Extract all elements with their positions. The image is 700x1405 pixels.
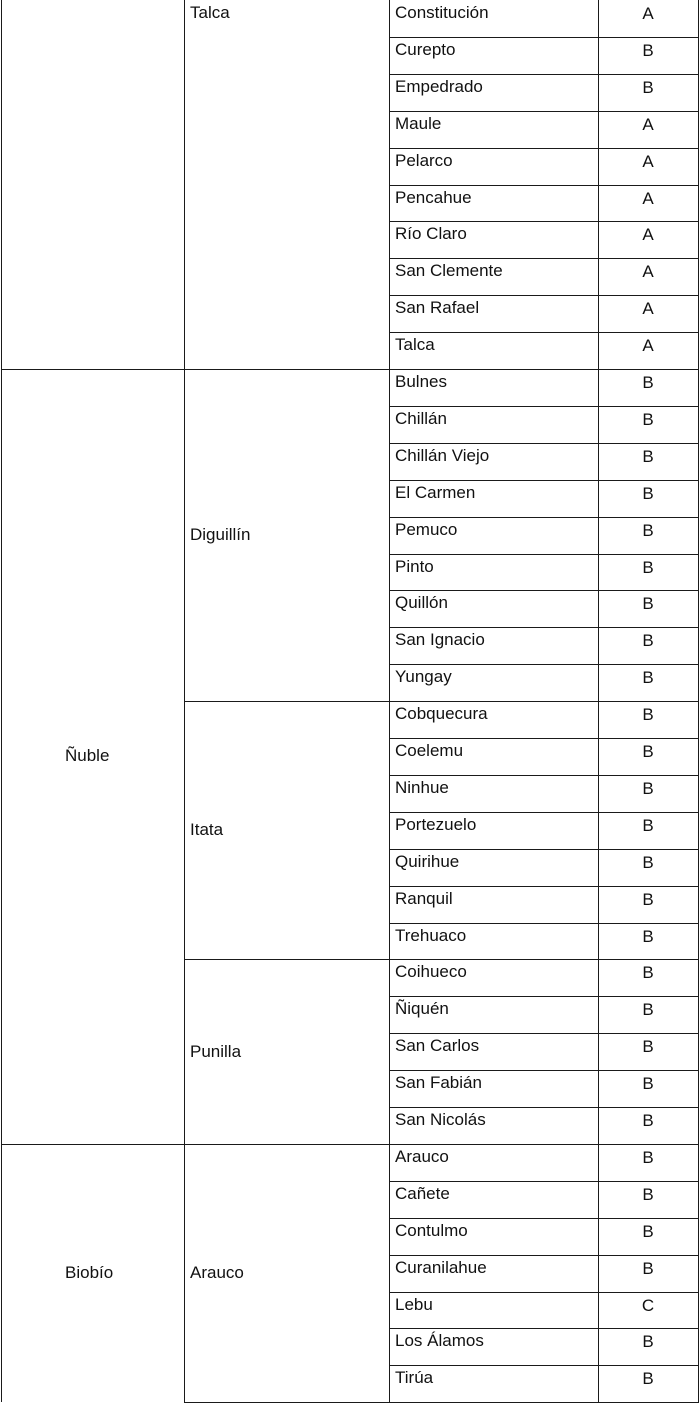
commune-grade: B (642, 705, 654, 725)
row-separator (389, 1033, 699, 1034)
row-separator (389, 221, 699, 222)
commune-grade: B (642, 1111, 654, 1130)
row-separator (389, 295, 699, 296)
commune-name: Los Álamos (395, 1331, 484, 1351)
commune-name: Lebu (395, 1294, 433, 1314)
commune-grade: B (642, 1000, 654, 1020)
row-separator (389, 258, 699, 259)
row-separator (389, 1107, 699, 1108)
row-separator (389, 148, 699, 149)
commune-grade: B (642, 373, 654, 392)
region-name: Biobío (65, 1263, 114, 1283)
commune-grade: A (642, 4, 654, 23)
commune-grade: B (642, 1369, 654, 1389)
commune-grade: B (642, 1332, 654, 1352)
commune-name: Portezuelo (395, 814, 477, 834)
commune-name: Chillán Viejo (395, 445, 490, 465)
commune-grade: A (642, 336, 654, 356)
row-separator (389, 517, 699, 518)
commune-name: Pelarco (395, 150, 453, 170)
row-separator (389, 849, 699, 850)
commune-grade: B (642, 1037, 654, 1057)
commune-grade: B (642, 1147, 654, 1167)
commune-grade: B (642, 631, 654, 651)
commune-name: Constitución (395, 3, 489, 22)
table-border-left (1, 0, 2, 1402)
row-separator (389, 369, 699, 370)
commune-grade: A (642, 225, 654, 245)
row-separator (389, 554, 699, 555)
row-separator (389, 923, 699, 924)
row-separator (389, 1402, 699, 1403)
commune-name: El Carmen (395, 482, 476, 502)
row-separator (389, 1255, 699, 1256)
commune-grade: B (642, 594, 654, 614)
commune-grade: A (642, 151, 654, 171)
commune-grade: B (642, 852, 654, 872)
row-separator (389, 332, 699, 333)
row-separator (389, 480, 699, 481)
commune-name: Talca (395, 335, 435, 355)
commune-grade: B (642, 889, 654, 909)
commune-name: San Rafael (395, 298, 480, 318)
commune-grade: B (642, 1258, 654, 1278)
commune-grade: B (642, 446, 654, 466)
commune-name: San Nicolás (395, 1110, 486, 1129)
commune-name: Curanilahue (395, 1257, 487, 1277)
row-separator (389, 1218, 699, 1219)
province-separator (184, 369, 389, 370)
row-separator (389, 37, 699, 38)
commune-grade: A (642, 114, 654, 134)
row-separator (389, 886, 699, 887)
commune-name: Empedrado (395, 76, 483, 96)
commune-name: San Carlos (395, 1036, 480, 1056)
commune-name: Ñiquén (395, 999, 449, 1019)
row-separator (389, 74, 699, 75)
commune-grade: B (642, 40, 654, 60)
region-separator (1, 369, 184, 370)
commune-name: Trehuaco (395, 925, 467, 945)
commune-name: Maule (395, 113, 442, 133)
commune-grade: B (642, 483, 654, 503)
commune-name: Quillón (395, 593, 448, 613)
row-separator (389, 406, 699, 407)
commune-name: San Ignacio (395, 630, 485, 650)
commune-name: Tirúa (395, 1368, 434, 1388)
commune-name: Río Claro (395, 224, 467, 244)
commune-name: Ranquil (395, 888, 453, 908)
row-separator (389, 1328, 699, 1329)
commune-name: Pinto (395, 556, 434, 576)
commune-grade: B (642, 557, 654, 577)
row-separator (389, 1181, 699, 1182)
commune-grade: B (642, 520, 654, 540)
row-separator (389, 996, 699, 997)
region-name: Ñuble (65, 746, 110, 766)
commune-name: Arauco (395, 1146, 449, 1166)
commune-grade: B (642, 742, 654, 761)
commune-name: Quirihue (395, 851, 460, 871)
province-name: Talca (190, 3, 230, 22)
row-separator (389, 590, 699, 591)
row-separator (389, 1144, 699, 1145)
commune-name: Coihueco (395, 962, 467, 982)
province-separator (184, 1402, 389, 1403)
commune-name: Yungay (395, 667, 452, 687)
row-separator (389, 185, 699, 186)
row-separator (389, 627, 699, 628)
commune-grade: B (642, 815, 654, 835)
commune-name: Contulmo (395, 1220, 468, 1240)
commune-name: Curepto (395, 39, 456, 59)
commune-grade: B (642, 1184, 654, 1204)
row-separator (389, 1292, 699, 1293)
province-name: Diguillín (190, 525, 251, 545)
commune-grade: B (642, 409, 654, 429)
commune-name: Bulnes (395, 372, 447, 391)
commune-name: Cañete (395, 1183, 450, 1203)
commune-grade: B (642, 778, 654, 798)
commune-name: San Clemente (395, 261, 503, 281)
commune-name: Cobquecura (395, 704, 488, 724)
commune-grade: B (642, 668, 654, 688)
province-name: Punilla (190, 1041, 242, 1061)
row-separator (389, 443, 699, 444)
row-separator (389, 959, 699, 960)
province-name: Arauco (190, 1263, 244, 1283)
commune-grade: C (641, 1295, 655, 1315)
commune-name: Coelemu (395, 741, 464, 760)
commune-grade: A (642, 299, 654, 319)
commune-grade: B (642, 1221, 654, 1241)
commune-name: Ninhue (395, 777, 449, 797)
commune-grade: B (642, 77, 654, 97)
row-separator (389, 1070, 699, 1071)
commune-name: Pencahue (395, 187, 472, 207)
row-separator (389, 701, 699, 702)
row-separator (389, 111, 699, 112)
province-separator (184, 1144, 389, 1145)
row-separator (389, 1365, 699, 1366)
commune-name: Pemuco (395, 519, 458, 539)
row-separator (389, 738, 699, 739)
commune-name: San Fabián (395, 1073, 482, 1093)
row-separator (389, 812, 699, 813)
commune-grade: B (642, 1074, 654, 1094)
commune-grade: B (642, 963, 654, 983)
province-separator (184, 959, 389, 960)
commune-grade: A (642, 188, 654, 208)
row-separator (389, 775, 699, 776)
commune-name: Chillán (395, 408, 447, 428)
province-separator (184, 701, 389, 702)
commune-grade: B (642, 926, 654, 946)
region-separator (1, 1144, 184, 1145)
province-name: Itata (190, 820, 224, 840)
row-separator (389, 664, 699, 665)
commune-grade: A (642, 262, 654, 282)
